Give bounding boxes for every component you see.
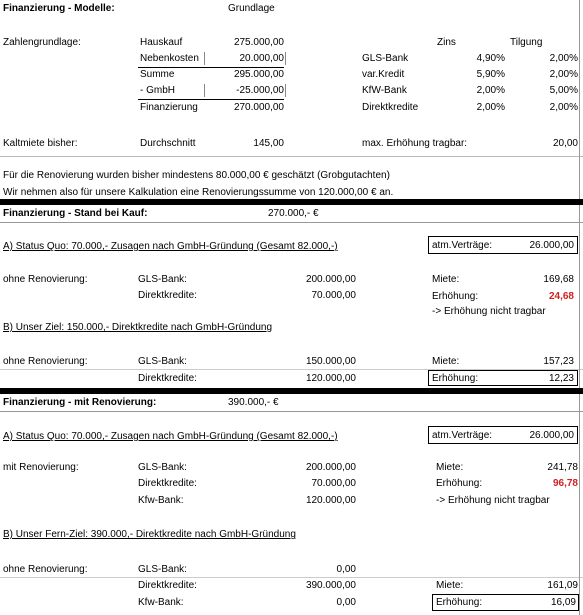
erhoehung-value: 12,23 xyxy=(548,373,574,384)
right-border xyxy=(579,205,580,388)
bank-name: GLS-Bank xyxy=(362,53,409,64)
renovation-note-2: Wir nehmen also für unsere Kalkulation eine Renovierungssumme von 120.000,00 € an. xyxy=(3,187,394,198)
renovation-note-1: Für die Renovierung wurden bisher mindestens 80.000,00 € geschätzt (Grobgutachten) xyxy=(3,170,390,181)
bank-name: var.Kredit xyxy=(362,69,405,80)
miete-label: Miete: xyxy=(432,356,460,367)
bank-zins: 2,00% xyxy=(476,85,505,96)
right-border xyxy=(579,0,580,200)
bank-name: Direktkredite xyxy=(362,102,419,113)
ziel-heading: B) Unser Ziel: 150.000,- Direktkredite nach GmbH-Gründung xyxy=(3,322,273,333)
loan-value: 200.000,00 xyxy=(305,462,356,473)
bank-zins: 4,90% xyxy=(476,53,505,64)
loan-value: 150.000,00 xyxy=(305,356,356,367)
loan-label: GLS-Bank: xyxy=(138,356,187,367)
bank-tilgung: 5,00% xyxy=(549,85,578,96)
row-label-finanzierung: Finanzierung xyxy=(140,102,198,113)
section2-amount: 270.000,- € xyxy=(268,208,319,219)
row-label-summe: Summe xyxy=(140,69,175,80)
loan-value: 0,00 xyxy=(336,597,356,608)
row-value-finanzierung: 270.000,00 xyxy=(233,102,284,113)
bank-tilgung: 2,00% xyxy=(549,53,578,64)
row-label-hauskauf: Hauskauf xyxy=(140,37,183,48)
status-quo-heading: A) Status Quo: 70.000,- Zusagen nach GmbH-Gründung (Gesamt 82.000,-) xyxy=(3,241,338,252)
miete-label: Miete: xyxy=(436,462,464,473)
right-border xyxy=(579,394,580,615)
loan-value: 70.000,00 xyxy=(311,290,356,301)
row-value-gmbh: -25.000,00 xyxy=(236,85,284,96)
divider xyxy=(0,156,583,157)
section1-title: Finanzierung - Modelle: xyxy=(3,3,115,14)
miete-label: Miete: xyxy=(432,274,460,285)
cell-border xyxy=(204,52,286,65)
zahlengrundlage-label: Zahlengrundlage: xyxy=(3,37,81,48)
erhoehung-label: Erhöhung: xyxy=(436,478,483,489)
miete-value: 169,68 xyxy=(543,274,574,285)
case-label: ohne Renovierung: xyxy=(3,356,88,367)
bank-zins: 2,00% xyxy=(476,102,505,113)
row-value-summe: 295.000,00 xyxy=(233,69,284,80)
bank-name: KfW-Bank xyxy=(362,85,407,96)
col-zins-header: Zins xyxy=(437,37,456,48)
loan-value: 390.000,00 xyxy=(305,580,356,591)
fern-ziel-heading: B) Unser Fern-Ziel: 390.000,- Direktkredite nach GmbH-Gründung xyxy=(3,529,296,540)
atm-vertraege-label: atm.Verträge: xyxy=(432,430,493,441)
loan-value: 120.000,00 xyxy=(305,373,356,384)
erhoehung-label: Erhöhung: xyxy=(436,597,483,608)
section3-title: Finanzierung - mit Renovierung: xyxy=(3,397,157,408)
bank-tilgung: 2,00% xyxy=(549,69,578,80)
erhoehung-value: 96,78 xyxy=(552,478,578,489)
loan-label: Kfw-Bank: xyxy=(138,597,184,608)
loan-label: GLS-Bank: xyxy=(138,462,187,473)
divider xyxy=(0,222,583,223)
erhoehung-label: Erhöhung: xyxy=(432,373,479,384)
atm-vertraege-value: 26.000,00 xyxy=(529,240,574,251)
section2-title: Finanzierung - Stand bei Kauf: xyxy=(3,208,148,219)
loan-value: 120.000,00 xyxy=(305,495,356,506)
cell-border xyxy=(204,84,286,97)
max-erhoehung-value: 20,00 xyxy=(552,138,578,149)
section-separator xyxy=(0,388,583,394)
status-quo-heading: A) Status Quo: 70.000,- Zusagen nach GmbH-Gründung (Gesamt 82.000,-) xyxy=(3,431,338,442)
bank-tilgung: 2,00% xyxy=(549,102,578,113)
kaltmiete-label: Kaltmiete bisher: xyxy=(3,138,78,149)
erhoehung-note: -> Erhöhung nicht tragbar xyxy=(436,495,550,506)
atm-vertraege-value: 26.000,00 xyxy=(529,430,574,441)
sum-divider xyxy=(138,67,284,68)
row-value-nebenkosten: 20.000,00 xyxy=(239,53,284,64)
max-erhoehung-label: max. Erhöhung tragbar: xyxy=(362,138,468,149)
row-value-hauskauf: 275.000,00 xyxy=(233,37,284,48)
loan-label: GLS-Bank: xyxy=(138,564,187,575)
row-label-nebenkosten: Nebenkosten xyxy=(140,53,199,64)
erhoehung-value: 24,68 xyxy=(548,291,574,302)
loan-label: Direktkredite: xyxy=(138,580,197,591)
section-separator xyxy=(0,199,583,205)
divider xyxy=(0,411,583,412)
loan-label: Direktkredite: xyxy=(138,478,197,489)
section3-amount: 390.000,- € xyxy=(228,397,279,408)
loan-label: Direktkredite: xyxy=(138,373,197,384)
bank-zins: 5,90% xyxy=(476,69,505,80)
grundlage-label: Grundlage xyxy=(228,3,275,14)
loan-label: GLS-Bank: xyxy=(138,274,187,285)
erhoehung-label: Erhöhung: xyxy=(432,291,479,302)
miete-value: 241,78 xyxy=(547,462,578,473)
case-label: ohne Renovierung: xyxy=(3,564,88,575)
miete-label: Miete: xyxy=(436,580,464,591)
erhoehung-value: 16,09 xyxy=(550,597,576,608)
loan-value: 200.000,00 xyxy=(305,274,356,285)
row-label-gmbh: - GmbH xyxy=(140,85,175,96)
loan-label: Direktkredite: xyxy=(138,290,197,301)
durchschnitt-value: 145,00 xyxy=(253,138,284,149)
erhoehung-note: -> Erhöhung nicht tragbar xyxy=(432,306,546,317)
loan-label: Kfw-Bank: xyxy=(138,495,184,506)
miete-value: 161,09 xyxy=(547,580,578,591)
atm-vertraege-label: atm.Verträge: xyxy=(432,240,493,251)
col-tilgung-header: Tilgung xyxy=(510,37,543,48)
durchschnitt-label: Durchschnitt xyxy=(140,138,196,149)
miete-value: 157,23 xyxy=(543,356,574,367)
finanzierung-divider xyxy=(138,99,284,100)
case-label: ohne Renovierung: xyxy=(3,274,88,285)
divider xyxy=(0,577,583,578)
loan-value: 0,00 xyxy=(336,564,356,575)
loan-value: 70.000,00 xyxy=(311,478,356,489)
case-label: mit Renovierung: xyxy=(3,462,79,473)
